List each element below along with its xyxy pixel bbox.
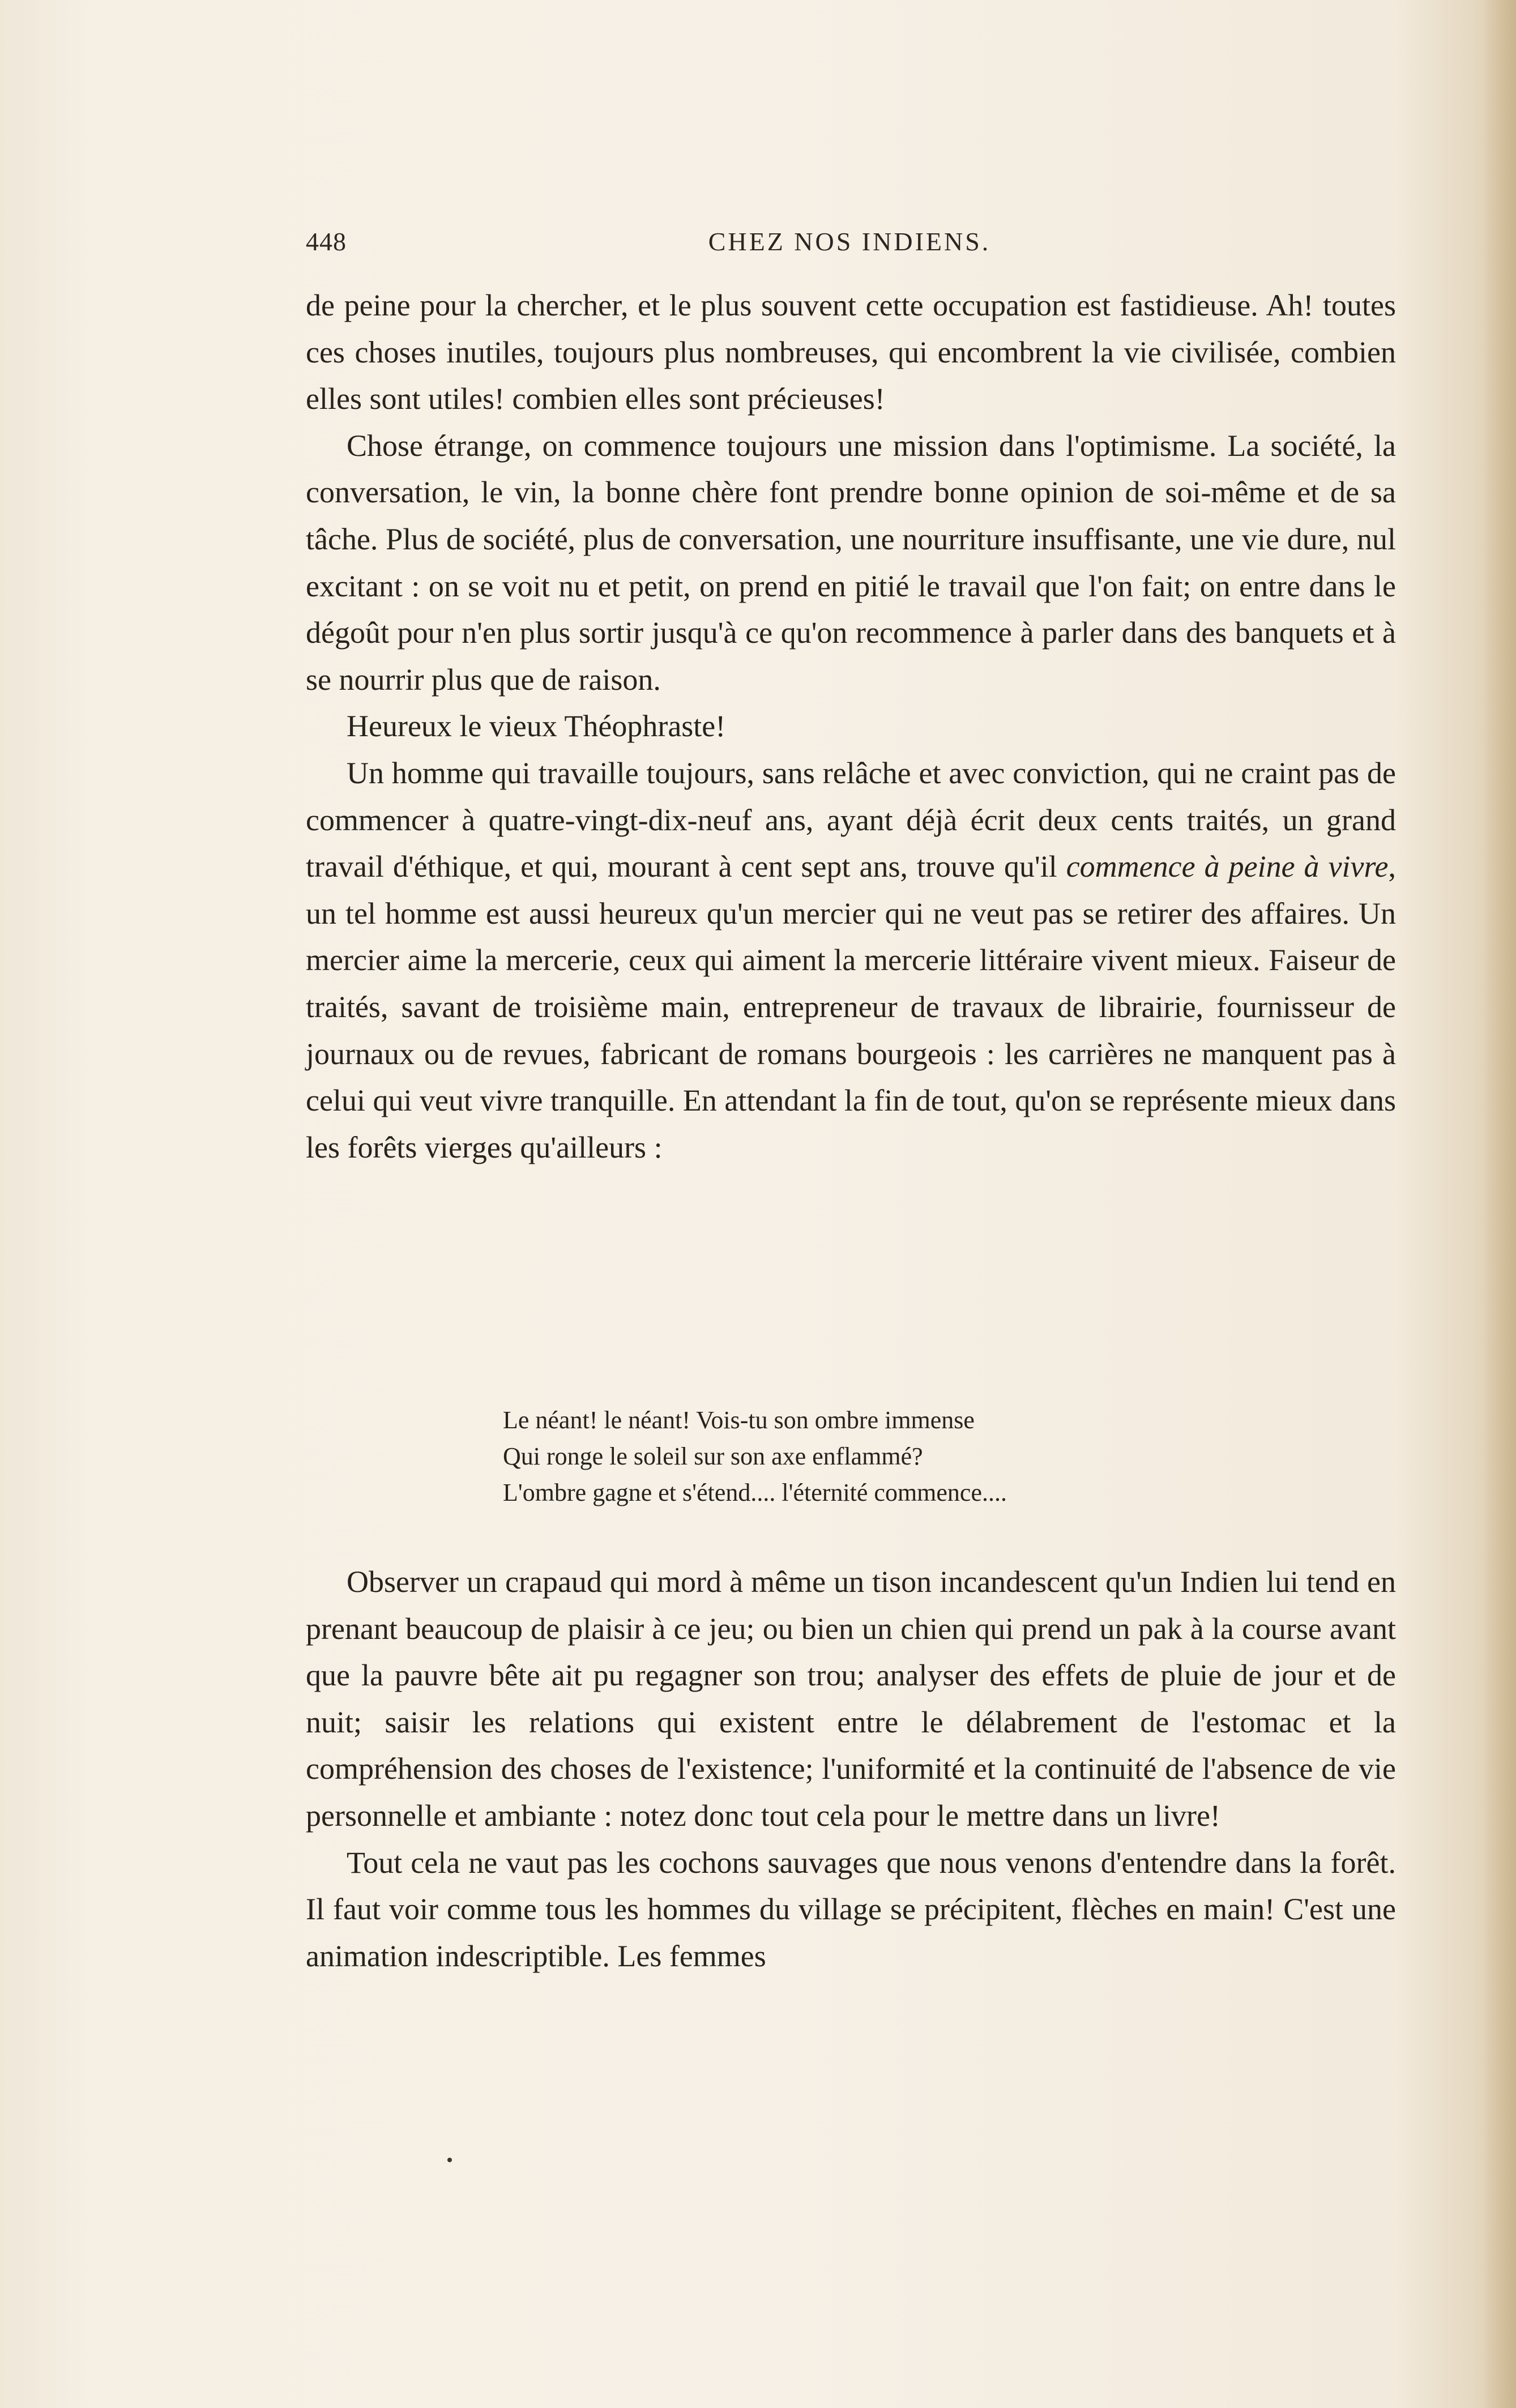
paragraph: Observer un crapaud qui mord à même un tison incandescent qu'un Indien lui tend en prenant beaucoup de plaisir à ce jeu; ou bien un chien qui prend un pak à la course avant que la pauvre bête ait pu regagner son trou; analyser des effets de pluie de jour et de nuit; saisir les relations qui existent entre le délabrement de l'estomac et la compréhension des choses de l'existence; l'uniformité et la continuité de l'absence de vie personnelle et ambiante : notez donc tout cela pour le mettre dans un livre! <box>306 1565 1396 1833</box>
paragraph-text: Un homme qui travaille toujours, sans relâche et avec conviction, qui ne craint pas de commencer à quatre-vingt-dix-neuf ans, ayant déjà écrit deux cents traités, un grand travail d'éthique, et qui, mourant à cent sept ans, trouve qu'il <box>306 755 1396 884</box>
ink-speck <box>447 2158 452 2162</box>
main-text-bottom <box>306 1559 1396 1979</box>
paragraph: Chose étrange, on commence toujours une mission dans l'optimisme. La société, la conversation, le vin, la bonne chère font prendre bonne opinion de soi-même et de sa tâche. Plus de société, plus de conversation, une nourriture insuffisante, une vie dure, nul excitant : on se voit nu et petit, on prend en pitié le travail que l'on fait; on entre dans le dégoût pour n'en plus sortir jusqu'à ce qu'on recommence à parler dans des banquets et à se nourrir plus que de raison. <box>306 428 1396 697</box>
page-edge-shadow <box>1482 0 1516 2408</box>
paragraph-text: , un tel homme est aussi heureux qu'un mercier qui ne veut pas se retirer des affaires. Un mercier aime la mercerie, ceux qui aiment la mercerie littéraire vivent mieux. Faiseur de traités, savant de troisième main, entrepreneur de travaux de librairie, fournisseur de journaux ou de revues, fabricant de romans bourgeois : les carrières ne manquent pas à celui qui veut vivre tranquille. En attendant la fin de tout, qu'on se représente mieux dans les forêts vierges qu'ailleurs : <box>306 849 1396 1164</box>
page-header <box>306 227 1393 272</box>
paragraph: de peine pour la chercher, et le plus souvent cette occupation est fastidieuse. Ah! toutes ces choses inutiles, toujours plus nombreuses, qui encombrent la vie civilisée, combien elles sont utiles! combien elles sont précieuses! <box>306 288 1396 416</box>
paragraph: Tout cela ne vaut pas les cochons sauvages que nous venons d'entendre dans la forêt. Il faut voir comme tous les hommes du village se précipitent, flèches en main! C'est une animation indescriptible. Les femmes <box>306 1845 1396 1973</box>
italic-quote: commence à peine à vivre <box>1066 849 1389 884</box>
verse-line: Le néant! le néant! Vois-tu son ombre immense <box>503 1406 975 1434</box>
verse-line: L'ombre gagne et s'étend.... l'éternité commence.... <box>503 1479 1007 1506</box>
main-text-top <box>306 282 1396 1171</box>
running-head: CHEZ NOS INDIENS. <box>708 227 991 256</box>
verse-line: Qui ronge le soleil sur son axe enflammé? <box>503 1442 923 1470</box>
paragraph: Heureux le vieux Théophraste! <box>347 709 726 744</box>
paragraph <box>306 750 1396 1171</box>
page-number: 448 <box>306 227 347 256</box>
verse-quotation <box>503 1402 1296 1511</box>
